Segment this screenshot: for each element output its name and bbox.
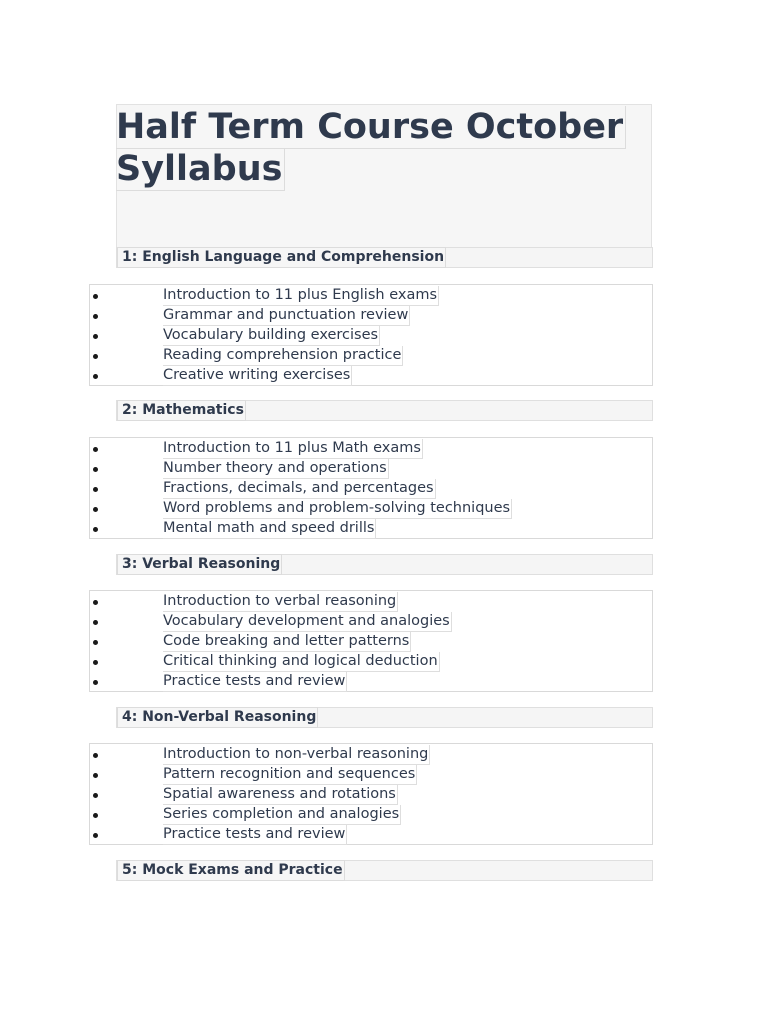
bullet-icon [93,813,98,818]
list-item [90,306,652,326]
list-item-text: Word problems and problem-solving techniques [163,499,512,519]
section-heading-verbal-reasoning [116,554,653,575]
list-item [90,805,652,825]
list-item [90,652,652,672]
list-item [90,745,652,765]
bullet-icon [93,793,98,798]
section-heading-label: 2: Mathematics [117,400,246,421]
bullet-icon [93,753,98,758]
list-item [90,612,652,632]
list-item-text: Introduction to 11 plus Math exams [163,439,423,459]
bullet-icon [93,680,98,685]
bullet-icon [93,314,98,319]
bullet-icon [93,354,98,359]
bullet-icon [93,640,98,645]
bullet-icon [93,600,98,605]
topic-list-verbal-reasoning [89,590,653,692]
bullet-icon [93,487,98,492]
section-heading-label: 5: Mock Exams and Practice [117,860,345,881]
bullet-icon [93,294,98,299]
section-heading-label: 4: Non-Verbal Reasoning [117,707,318,728]
list-item [90,825,652,845]
list-item [90,459,652,479]
bullet-icon [93,374,98,379]
bullet-icon [93,773,98,778]
list-item [90,366,652,386]
list-item-text: Introduction to 11 plus English exams [163,286,439,306]
list-item-text: Vocabulary building exercises [163,326,380,346]
bullet-icon [93,467,98,472]
list-item-text: Mental math and speed drills [163,519,376,539]
list-item [90,519,652,539]
section-heading-label: 3: Verbal Reasoning [117,554,282,575]
section-heading-english [116,247,653,268]
list-item-text: Code breaking and letter patterns [163,632,411,652]
list-item [90,479,652,499]
section-heading-label: 1: English Language and Comprehension [117,247,446,268]
list-item-text: Fractions, decimals, and percentages [163,479,436,499]
list-item [90,439,652,459]
bullet-icon [93,447,98,452]
list-item [90,632,652,652]
list-item [90,592,652,612]
list-item [90,672,652,692]
topic-list-mathematics [89,437,653,539]
bullet-icon [93,833,98,838]
list-item [90,765,652,785]
page-title-line-1: Half Term Course October [116,106,626,149]
list-item-text: Number theory and operations [163,459,389,479]
list-item [90,499,652,519]
topic-list-non-verbal-reasoning [89,743,653,845]
list-item [90,346,652,366]
list-item-text: Pattern recognition and sequences [163,765,417,785]
bullet-icon [93,620,98,625]
list-item-text: Introduction to verbal reasoning [163,592,398,612]
bullet-icon [93,507,98,512]
section-heading-non-verbal-reasoning [116,707,653,728]
list-item-text: Reading comprehension practice [163,346,403,366]
bullet-icon [93,660,98,665]
list-item-text: Practice tests and review [163,825,347,845]
bullet-icon [93,527,98,532]
section-heading-mock-exams [116,860,653,881]
list-item-text: Introduction to non-verbal reasoning [163,745,430,765]
list-item-text: Series completion and analogies [163,805,401,825]
bullet-icon [93,334,98,339]
section-heading-mathematics [116,400,653,421]
list-item-text: Spatial awareness and rotations [163,785,398,805]
list-item-text: Vocabulary development and analogies [163,612,452,632]
list-item [90,286,652,306]
list-item-text: Practice tests and review [163,672,347,692]
topic-list-english [89,284,653,386]
list-item [90,326,652,346]
list-item-text: Creative writing exercises [163,366,352,386]
page-title-line-2: Syllabus [116,148,285,191]
list-item [90,785,652,805]
list-item-text: Grammar and punctuation review [163,306,410,326]
list-item-text: Critical thinking and logical deduction [163,652,440,672]
